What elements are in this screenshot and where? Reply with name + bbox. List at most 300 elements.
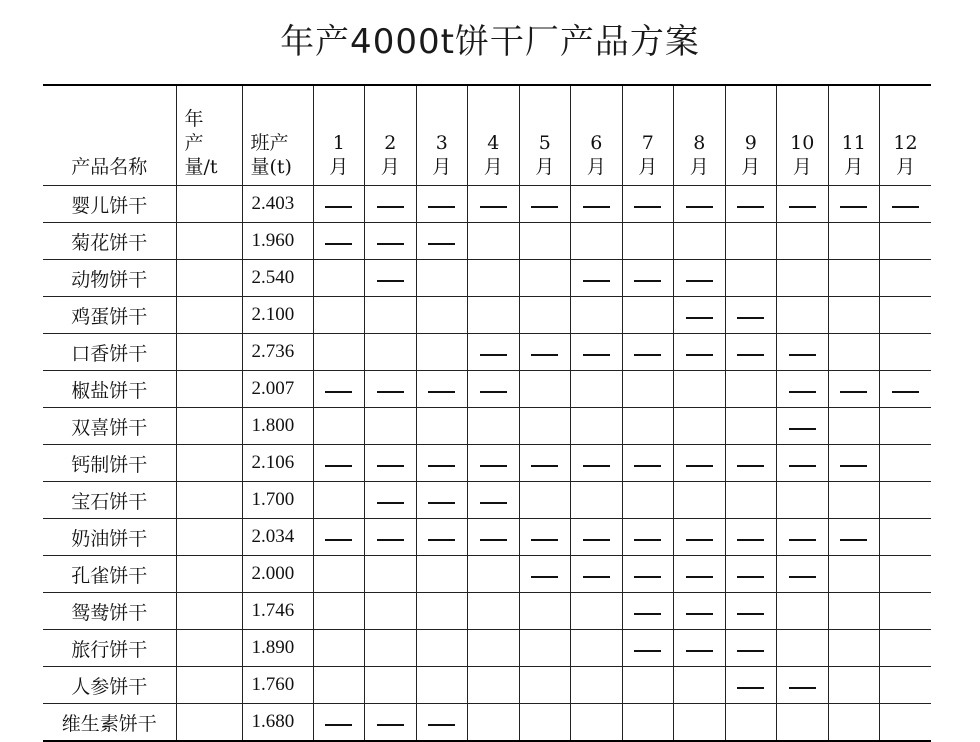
annual-output-cell [176,667,242,704]
month-cell-6 [571,371,623,408]
month-cell-9 [725,593,777,630]
production-dash [789,391,816,393]
month-cell-9 [725,297,777,334]
month-cell-6 [571,593,623,630]
month-cell-1 [313,260,365,297]
production-dash [634,650,661,652]
month-cell-8 [674,223,726,260]
month-cell-12 [880,408,932,445]
month-cell-5 [519,704,571,742]
month-cell-7 [622,630,674,667]
month-cell-6 [571,186,623,223]
production-dash [325,465,352,467]
production-dash [531,206,558,208]
month-cell-2 [365,556,417,593]
month-cell-7 [622,260,674,297]
month-cell-1 [313,704,365,742]
production-dash [531,465,558,467]
month-cell-5 [519,223,571,260]
table-row [43,482,931,519]
month-cell-5 [519,186,571,223]
month-cell-7 [622,556,674,593]
month-cell-2 [365,334,417,371]
month-cell-3 [416,667,468,704]
month-cell-4 [468,223,520,260]
month-cell-7 [622,334,674,371]
month-cell-4 [468,408,520,445]
annual-output-cell [176,334,242,371]
month-cell-12 [880,593,932,630]
month-cell-1 [313,408,365,445]
production-dash [377,465,404,467]
production-dash [480,206,507,208]
month-cell-3 [416,445,468,482]
production-dash [377,280,404,282]
production-dash [325,391,352,393]
month-cell-7 [622,482,674,519]
production-dash [737,687,764,689]
month-cell-3 [416,371,468,408]
month-cell-11 [828,408,880,445]
month-cell-3 [416,556,468,593]
header-month-10 [777,85,829,186]
header-month-label: 10 月 [790,132,815,178]
month-cell-9 [725,223,777,260]
month-cell-5 [519,667,571,704]
month-cell-10 [777,482,829,519]
month-cell-2 [365,408,417,445]
month-cell-7 [622,445,674,482]
month-cell-12 [880,297,932,334]
production-dash [789,539,816,541]
month-cell-9 [725,482,777,519]
page-title: 年产4000t饼干厂产品方案 [280,22,700,62]
table-row [43,630,931,667]
table-row [43,186,931,223]
production-dash [789,206,816,208]
month-cell-11 [828,371,880,408]
month-cell-11 [828,186,880,223]
production-dash [325,206,352,208]
production-dash [634,354,661,356]
production-dash [583,539,610,541]
month-cell-10 [777,408,829,445]
month-cell-3 [416,260,468,297]
header-month-label: 9 月 [741,132,761,178]
production-dash [840,465,867,467]
month-cell-2 [365,445,417,482]
month-cell-10 [777,371,829,408]
month-cell-2 [365,482,417,519]
month-cell-9 [725,704,777,742]
month-cell-10 [777,556,829,593]
product-plan-table [43,84,931,742]
table-row [43,519,931,556]
production-dash [480,502,507,504]
month-cell-5 [519,445,571,482]
production-dash [377,391,404,393]
header-month-11 [828,85,880,186]
month-cell-6 [571,630,623,667]
month-cell-9 [725,556,777,593]
month-cell-5 [519,297,571,334]
month-cell-5 [519,408,571,445]
month-cell-2 [365,223,417,260]
production-dash [686,317,713,319]
header-month-12 [880,85,932,186]
annual-output-cell [176,519,242,556]
table-row [43,334,931,371]
production-dash [789,465,816,467]
product-name-cell: 口香饼干 [43,334,176,371]
production-dash [737,206,764,208]
month-cell-4 [468,593,520,630]
month-cell-4 [468,519,520,556]
month-cell-6 [571,667,623,704]
production-dash [634,539,661,541]
month-cell-3 [416,519,468,556]
table-header-row [43,85,931,186]
month-cell-4 [468,556,520,593]
header-month-label: 7 月 [638,132,658,178]
month-cell-2 [365,260,417,297]
month-cell-1 [313,186,365,223]
header-month-9 [725,85,777,186]
shift-output-cell: 1.960 [242,223,313,260]
month-cell-9 [725,445,777,482]
production-dash [634,280,661,282]
month-cell-4 [468,704,520,742]
product-name-cell: 鸡蛋饼干 [43,297,176,334]
month-cell-1 [313,519,365,556]
month-cell-1 [313,667,365,704]
month-cell-7 [622,223,674,260]
annual-output-cell [176,371,242,408]
production-dash [840,391,867,393]
header-month-3 [416,85,468,186]
table-row [43,704,931,742]
month-cell-2 [365,704,417,742]
month-cell-6 [571,445,623,482]
production-dash [428,465,455,467]
production-dash [583,576,610,578]
month-cell-3 [416,482,468,519]
month-cell-5 [519,593,571,630]
month-cell-12 [880,371,932,408]
month-cell-5 [519,630,571,667]
month-cell-2 [365,297,417,334]
annual-output-cell [176,704,242,742]
table-row [43,260,931,297]
production-dash [840,539,867,541]
month-cell-8 [674,630,726,667]
product-name-cell: 维生素饼干 [43,704,176,742]
month-cell-10 [777,334,829,371]
month-cell-5 [519,482,571,519]
month-cell-6 [571,519,623,556]
production-dash [428,724,455,726]
month-cell-9 [725,667,777,704]
month-cell-1 [313,371,365,408]
month-cell-6 [571,408,623,445]
production-dash [737,465,764,467]
month-cell-9 [725,630,777,667]
header-product-name [43,85,176,186]
header-month-5 [519,85,571,186]
production-dash [583,465,610,467]
production-dash [737,613,764,615]
production-dash [686,576,713,578]
table-row [43,445,931,482]
annual-output-cell [176,593,242,630]
product-name-cell: 鸳鸯饼干 [43,593,176,630]
production-dash [634,465,661,467]
product-name-cell: 钙制饼干 [43,445,176,482]
month-cell-1 [313,482,365,519]
month-cell-11 [828,482,880,519]
header-product-name-label: 产品名称 [71,156,148,178]
production-dash [686,354,713,356]
header-month-label: 1 月 [329,132,349,178]
month-cell-3 [416,334,468,371]
month-cell-1 [313,593,365,630]
shift-output-cell: 2.100 [242,297,313,334]
month-cell-10 [777,704,829,742]
production-dash [686,280,713,282]
month-cell-11 [828,593,880,630]
month-cell-3 [416,630,468,667]
month-cell-5 [519,260,571,297]
month-cell-4 [468,297,520,334]
annual-output-cell [176,445,242,482]
month-cell-12 [880,445,932,482]
production-dash [377,206,404,208]
header-month-8 [674,85,726,186]
month-cell-12 [880,556,932,593]
production-dash [737,576,764,578]
month-cell-2 [365,186,417,223]
shift-output-cell: 2.106 [242,445,313,482]
production-dash [531,576,558,578]
annual-output-cell [176,408,242,445]
production-dash [531,354,558,356]
shift-output-cell: 2.540 [242,260,313,297]
month-cell-2 [365,593,417,630]
shift-output-cell: 2.034 [242,519,313,556]
month-cell-9 [725,260,777,297]
product-name-cell: 双喜饼干 [43,408,176,445]
month-cell-8 [674,519,726,556]
month-cell-3 [416,704,468,742]
production-dash [428,539,455,541]
product-name-cell: 婴儿饼干 [43,186,176,223]
month-cell-9 [725,334,777,371]
month-cell-11 [828,667,880,704]
month-cell-8 [674,593,726,630]
product-name-cell: 菊花饼干 [43,223,176,260]
header-month-label: 2 月 [380,132,400,178]
month-cell-12 [880,482,932,519]
production-dash [737,317,764,319]
table-row [43,556,931,593]
annual-output-cell [176,556,242,593]
month-cell-11 [828,704,880,742]
month-cell-10 [777,519,829,556]
month-cell-8 [674,297,726,334]
table-row [43,223,931,260]
month-cell-12 [880,704,932,742]
month-cell-2 [365,519,417,556]
month-cell-9 [725,408,777,445]
production-dash [583,354,610,356]
month-cell-8 [674,556,726,593]
production-dash [377,243,404,245]
month-cell-10 [777,223,829,260]
month-cell-8 [674,445,726,482]
annual-output-cell [176,260,242,297]
production-dash [789,428,816,430]
production-dash [892,391,919,393]
production-dash [428,391,455,393]
header-month-7 [622,85,674,186]
month-cell-5 [519,334,571,371]
table-row [43,667,931,704]
month-cell-8 [674,371,726,408]
month-cell-6 [571,556,623,593]
production-dash [531,539,558,541]
month-cell-5 [519,371,571,408]
header-shift-output [242,85,313,186]
month-cell-8 [674,482,726,519]
month-cell-8 [674,260,726,297]
production-dash [428,243,455,245]
shift-output-cell: 1.800 [242,408,313,445]
production-dash [377,724,404,726]
table-body [43,186,931,742]
month-cell-6 [571,334,623,371]
production-dash [892,206,919,208]
product-name-cell: 人参饼干 [43,667,176,704]
month-cell-8 [674,408,726,445]
production-dash [480,391,507,393]
header-month-4 [468,85,520,186]
header-month-label: 12 月 [893,132,918,178]
annual-output-cell [176,186,242,223]
production-dash [789,576,816,578]
month-cell-10 [777,630,829,667]
product-name-cell: 宝石饼干 [43,482,176,519]
month-cell-10 [777,445,829,482]
production-dash [325,243,352,245]
header-month-6 [571,85,623,186]
month-cell-11 [828,260,880,297]
shift-output-cell: 1.700 [242,482,313,519]
month-cell-3 [416,593,468,630]
table-row [43,593,931,630]
annual-output-cell [176,297,242,334]
header-month-label: 8 月 [689,132,709,178]
month-cell-7 [622,297,674,334]
month-cell-12 [880,667,932,704]
annual-output-cell [176,630,242,667]
production-dash [377,539,404,541]
production-dash [377,502,404,504]
production-dash [840,206,867,208]
product-name-cell: 动物饼干 [43,260,176,297]
month-cell-6 [571,482,623,519]
production-dash [480,465,507,467]
month-cell-3 [416,408,468,445]
month-cell-12 [880,334,932,371]
month-cell-4 [468,260,520,297]
month-cell-8 [674,334,726,371]
month-cell-2 [365,371,417,408]
production-dash [686,465,713,467]
month-cell-4 [468,371,520,408]
annual-output-cell [176,223,242,260]
month-cell-6 [571,297,623,334]
month-cell-4 [468,630,520,667]
month-cell-11 [828,556,880,593]
month-cell-1 [313,445,365,482]
month-cell-11 [828,297,880,334]
month-cell-3 [416,223,468,260]
header-month-label: 11 月 [841,132,866,178]
month-cell-9 [725,186,777,223]
header-month-label: 6 月 [586,132,606,178]
month-cell-6 [571,260,623,297]
month-cell-1 [313,630,365,667]
production-dash [789,354,816,356]
month-cell-8 [674,667,726,704]
month-cell-4 [468,334,520,371]
production-dash [686,206,713,208]
shift-output-cell: 1.680 [242,704,313,742]
month-cell-6 [571,704,623,742]
month-cell-9 [725,371,777,408]
month-cell-4 [468,186,520,223]
month-cell-12 [880,519,932,556]
shift-output-cell: 2.000 [242,556,313,593]
annual-output-cell [176,482,242,519]
month-cell-1 [313,223,365,260]
header-month-label: 3 月 [432,132,452,178]
production-dash [480,539,507,541]
production-dash [737,650,764,652]
month-cell-1 [313,334,365,371]
month-cell-4 [468,482,520,519]
production-dash [480,354,507,356]
shift-output-cell: 1.890 [242,630,313,667]
table-row [43,297,931,334]
header-month-label: 5 月 [535,132,555,178]
production-dash [325,539,352,541]
production-dash [686,650,713,652]
product-name-cell: 奶油饼干 [43,519,176,556]
header-shift-output-label: 班产 量(t) [250,132,292,178]
month-cell-8 [674,704,726,742]
shift-output-cell: 2.007 [242,371,313,408]
shift-output-cell: 2.403 [242,186,313,223]
month-cell-7 [622,186,674,223]
production-dash [686,539,713,541]
month-cell-12 [880,186,932,223]
header-month-label: 4 月 [483,132,503,178]
month-cell-1 [313,556,365,593]
shift-output-cell: 1.760 [242,667,313,704]
month-cell-10 [777,297,829,334]
month-cell-7 [622,408,674,445]
